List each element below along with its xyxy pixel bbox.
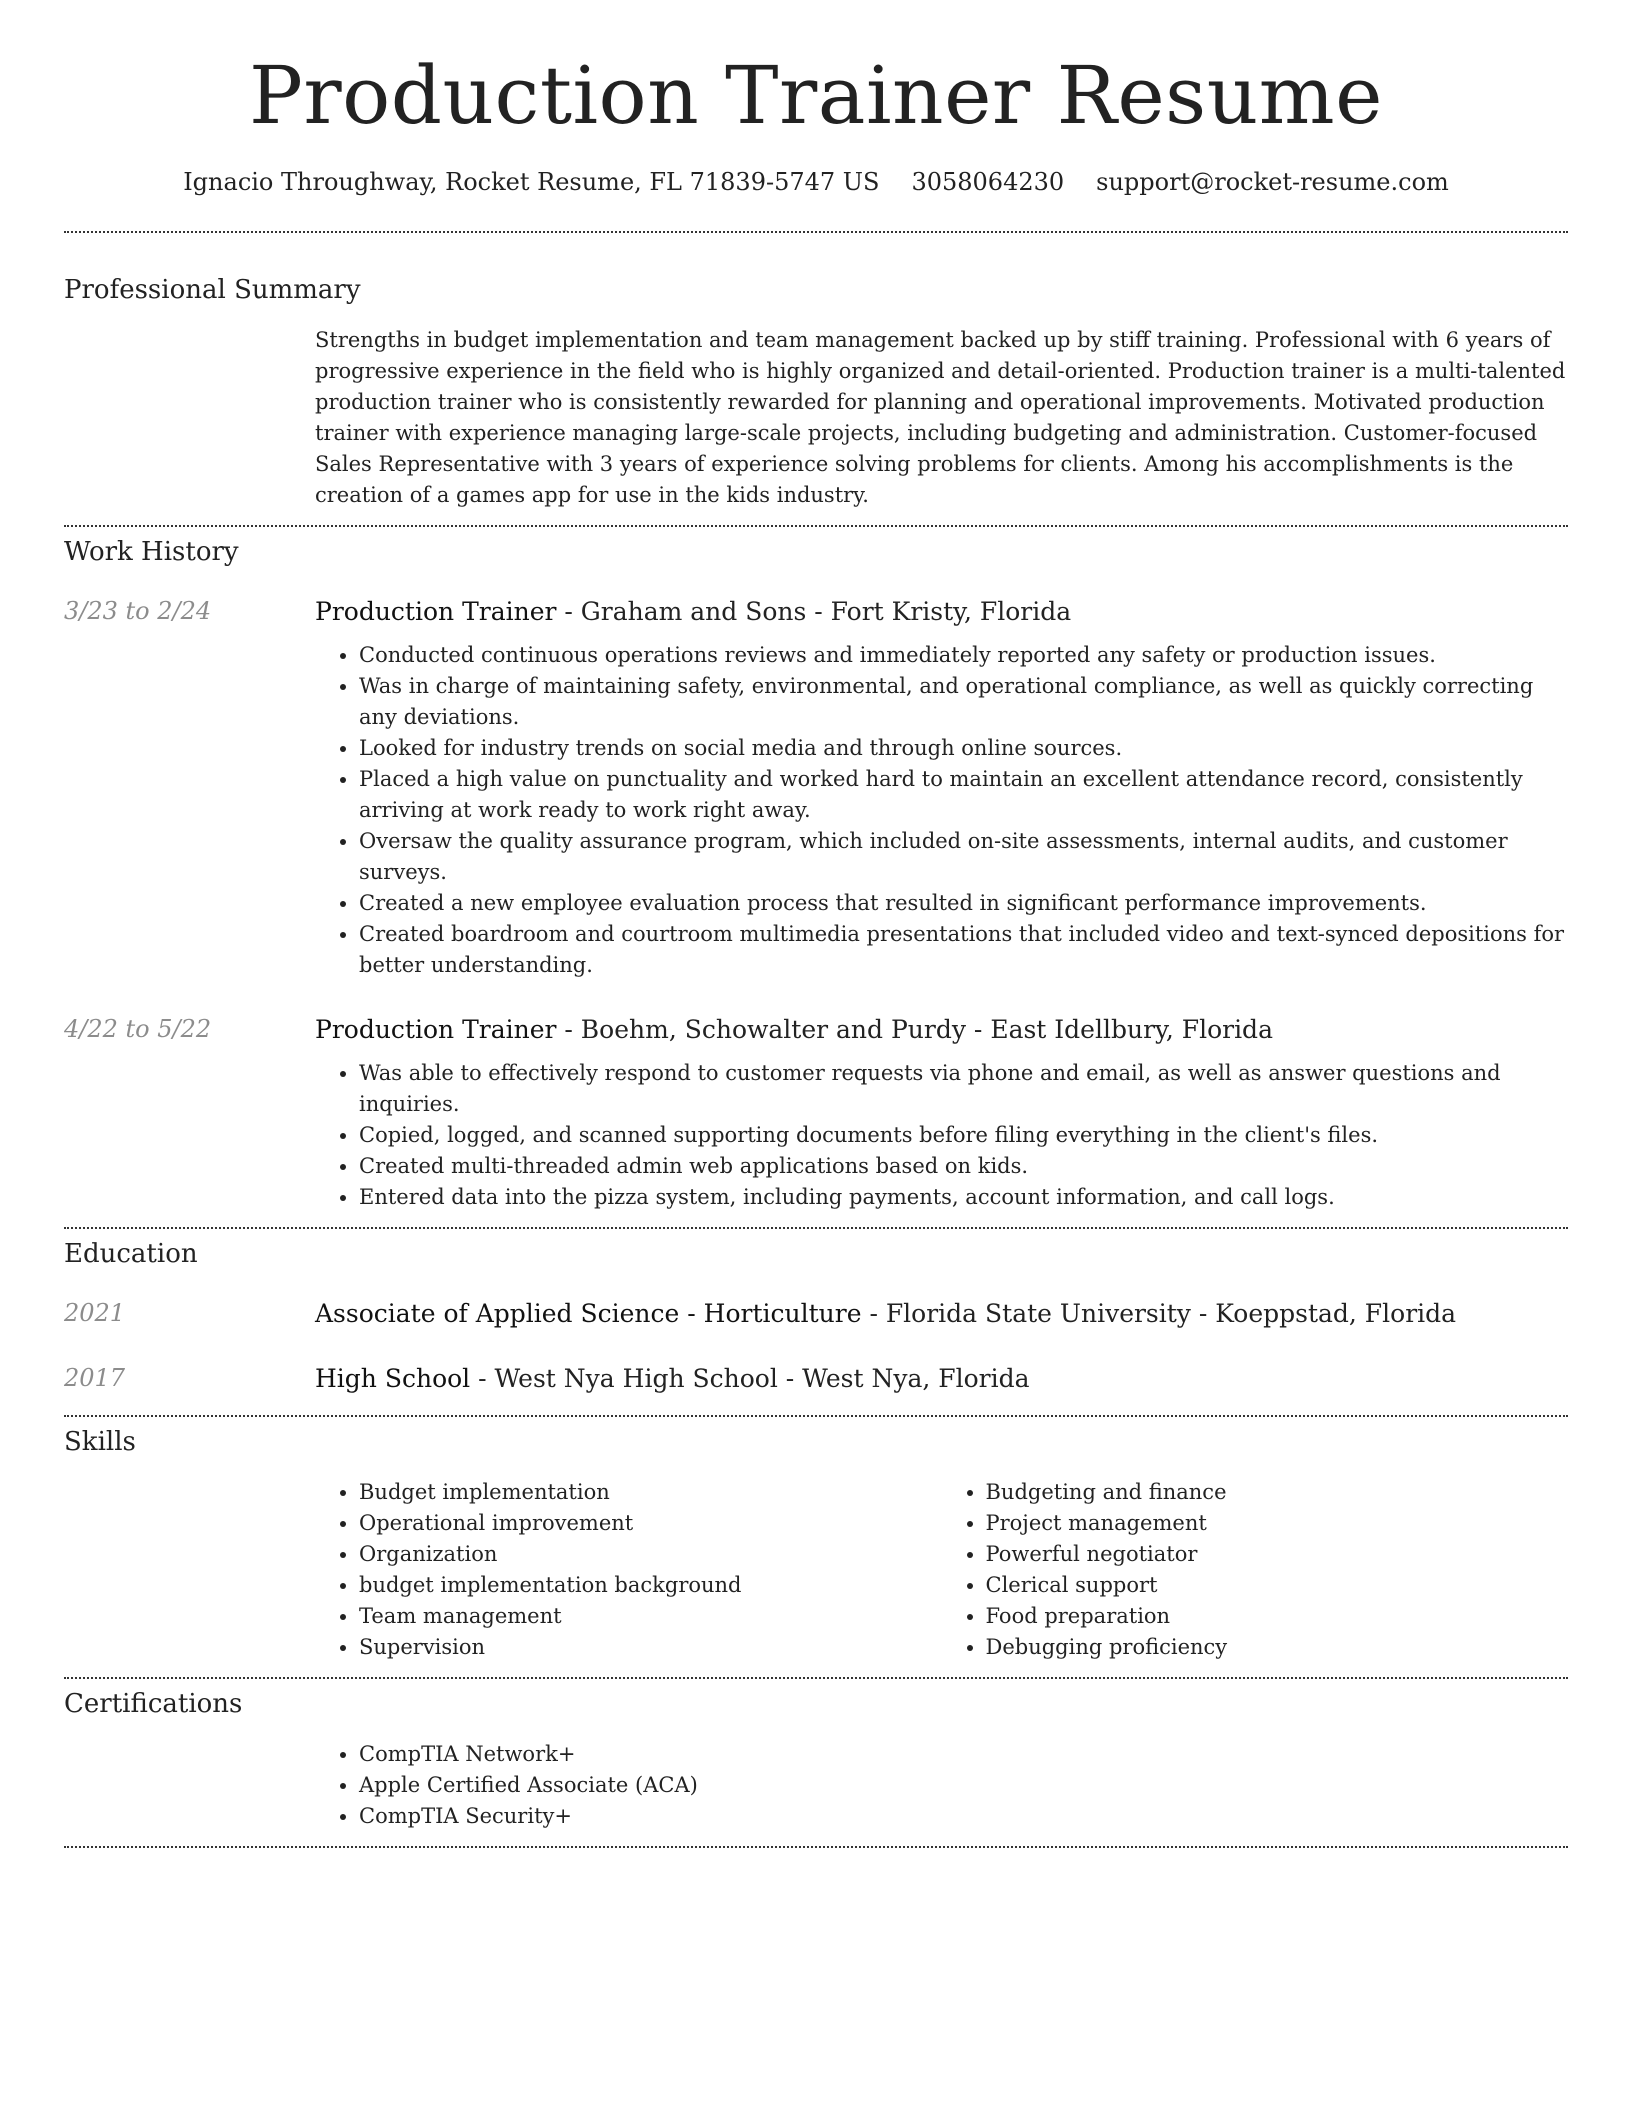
list-item: • Oversaw the quality assurance program, which included on-site assessments, internal audits, and customer surveys. <box>359 826 1568 888</box>
skills-section <box>64 1427 1568 1663</box>
section-divider <box>64 1677 1568 1679</box>
list-item: • Budgeting and finance <box>986 1477 1569 1508</box>
education-details: - West Nya High School - West Nya, Florida <box>470 1364 1030 1393</box>
job-bullets <box>315 1058 1568 1213</box>
education-entry <box>64 1299 1568 1328</box>
list-item: • Food preparation <box>986 1601 1569 1632</box>
education-degree: High School <box>315 1364 471 1393</box>
list-item: • Placed a high value on punctuality and worked hard to maintain an excellent attendance record, consistently arriving at work ready to work right away. <box>359 764 1568 826</box>
resume-page <box>64 0 1568 1848</box>
list-item: • Clerical support <box>986 1570 1569 1601</box>
list-item: • Was able to effectively respond to customer requests via phone and email, as well as answer questions and inquiries. <box>359 1058 1568 1120</box>
job-details: - Boehm, Schowalter and Purdy - East Idellbury, Florida <box>556 1015 1273 1044</box>
work-heading: Work History <box>64 537 239 567</box>
skills-heading: Skills <box>64 1427 136 1457</box>
education-year: 2017 <box>64 1364 126 1392</box>
contact-phone: 3058064230 <box>911 168 1065 196</box>
skills-date-spacer <box>64 1477 315 1663</box>
certifications-heading: Certifications <box>64 1689 243 1719</box>
list-item: • Entered data into the pizza system, including payments, account information, and call logs. <box>359 1182 1568 1213</box>
job-details: - Graham and Sons - Fort Kristy, Florida <box>556 597 1072 626</box>
summary-date-spacer <box>64 325 315 511</box>
list-item: • Apple Certified Associate (ACA) <box>359 1770 1568 1801</box>
list-item: • Powerful negotiator <box>986 1539 1569 1570</box>
contact-address: Ignacio Throughway, Rocket Resume, FL 71839-5747 US <box>183 168 880 196</box>
education-year: 2021 <box>64 1299 126 1327</box>
list-item: • Debugging proficiency <box>986 1632 1569 1663</box>
education-heading: Education <box>64 1239 198 1269</box>
work-section <box>64 537 1568 1213</box>
education-details: - Florida State University - Koeppstad, Florida <box>861 1299 1457 1328</box>
section-divider <box>64 525 1568 527</box>
contact-line <box>64 168 1568 196</box>
job-title <box>315 597 1568 626</box>
certifications-date-spacer <box>64 1739 315 1832</box>
list-item: • Project management <box>986 1508 1569 1539</box>
list-item: • Copied, logged, and scanned supporting documents before filing everything in the client's files. <box>359 1120 1568 1151</box>
skills-grid <box>315 1477 1568 1663</box>
contact-email: support@rocket-resume.com <box>1096 168 1449 196</box>
list-item: • Created boardroom and courtroom multimedia presentations that included video and text-synced depositions for better understanding. <box>359 919 1568 981</box>
education-title <box>315 1299 1568 1328</box>
list-item: • Was in charge of maintaining safety, environmental, and operational compliance, as well as quickly correcting any deviations. <box>359 671 1568 733</box>
list-item: • Budget implementation <box>359 1477 942 1508</box>
skills-list-right <box>942 1477 1569 1663</box>
job-entry <box>64 597 1568 981</box>
job-bullets <box>315 640 1568 981</box>
job-dates: 4/22 to 5/22 <box>64 1015 212 1043</box>
job-role: Production Trainer <box>315 1015 557 1044</box>
job-entry <box>64 1015 1568 1213</box>
summary-section <box>64 275 1568 511</box>
page-title: Production Trainer Resume <box>249 49 1383 142</box>
certifications-section <box>64 1689 1568 1832</box>
list-item: • Conducted continuous operations reviews and immediately reported any safety or production issues. <box>359 640 1568 671</box>
list-item: • Created multi-threaded admin web applications based on kids. <box>359 1151 1568 1182</box>
list-item: • CompTIA Security+ <box>359 1801 1568 1832</box>
job-dates: 3/23 to 2/24 <box>64 597 212 625</box>
list-item: • Supervision <box>359 1632 942 1663</box>
summary-text: Strengths in budget implementation and team management backed up by stiff training. Professional with 6 years of progressive experience in the field who is highly organized and detail-oriented. Production trainer is a multi-talented production trainer who is consistently rewarded for planning and operational improvements. Motivated production trainer with experience managing large-scale projects, including budgeting and administration. Customer-focused Sales Representative with 3 years of experience solving problems for clients. Among his accomplishments is the creation of a games app for use in the kids industry. <box>315 328 1566 507</box>
job-title <box>315 1015 1568 1044</box>
section-divider <box>64 1415 1568 1417</box>
section-divider <box>64 231 1568 233</box>
education-entry <box>64 1364 1568 1393</box>
certifications-list <box>315 1739 1568 1832</box>
section-divider <box>64 1846 1568 1848</box>
list-item: • Looked for industry trends on social media and through online sources. <box>359 733 1568 764</box>
list-item: • CompTIA Network+ <box>359 1739 1568 1770</box>
list-item: • Operational improvement <box>359 1508 942 1539</box>
list-item: • Created a new employee evaluation process that resulted in significant performance improvements. <box>359 888 1568 919</box>
education-section <box>64 1239 1568 1393</box>
job-role: Production Trainer <box>315 597 557 626</box>
section-divider <box>64 1227 1568 1229</box>
list-item: • Team management <box>359 1601 942 1632</box>
list-item: • budget implementation background <box>359 1570 942 1601</box>
summary-heading: Professional Summary <box>64 275 361 305</box>
skills-list-left <box>315 1477 942 1663</box>
list-item: • Organization <box>359 1539 942 1570</box>
education-degree: Associate of Applied Science - Horticulture <box>315 1299 862 1328</box>
education-title <box>315 1364 1568 1393</box>
